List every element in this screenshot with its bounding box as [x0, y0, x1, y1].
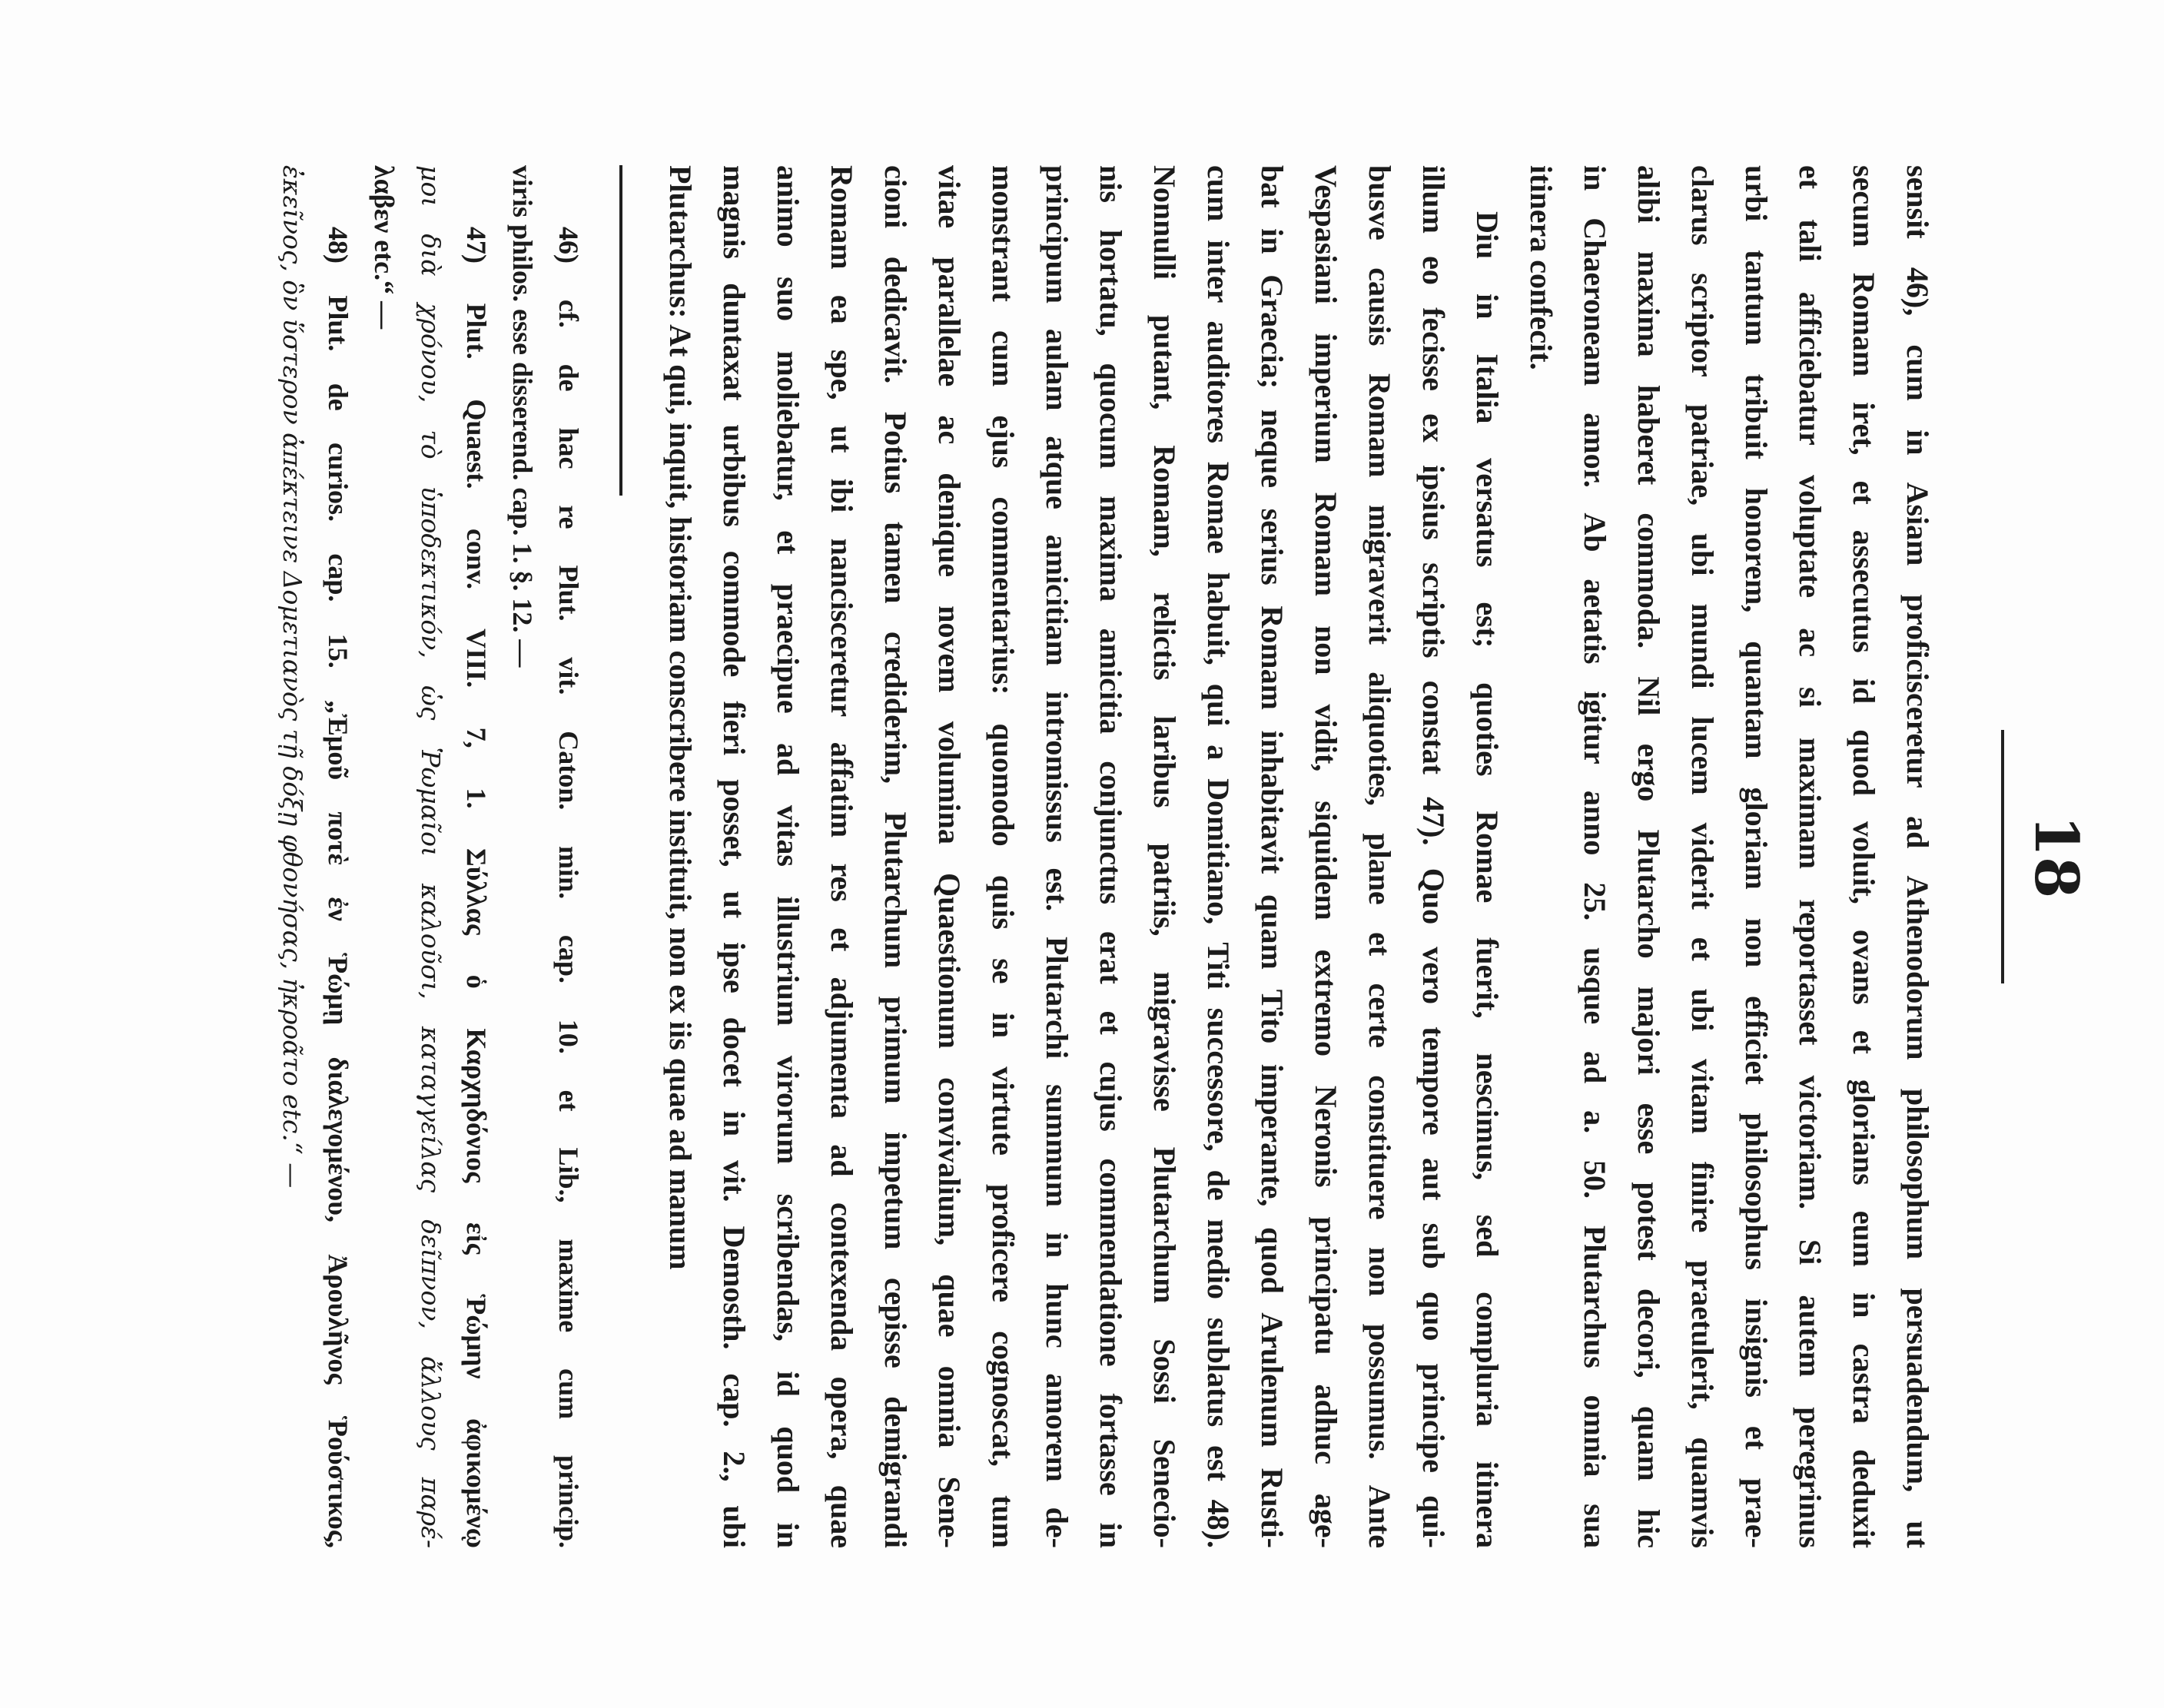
body-line: et tali afficiebatur voluptate ac si maximam reportasset victoriam. Si autem peregrinus	[1793, 165, 1827, 1548]
footnote-line: μοι διὰ χρόνου, τὸ ὑποδεκτικόν, ὡς Ῥωμαῖοι καλοῦσι, καταγγείλας δεῖπνον, ἄλλους παρέ-	[416, 165, 446, 1548]
body-line: in Chaeroneam amor. Ab aetatis igitur anno 25. usque ad a. 50. Plutarchus omnia sua	[1578, 165, 1612, 1548]
body-line: illum eo fecisse ex ipsius scriptis constat 47). Quo vero tempore aut sub quo principe qui-	[1416, 165, 1451, 1548]
body-line: principum aulam atque amicitiam intromissus est. Plutarchi summum in hunc amorem de-	[1040, 165, 1074, 1548]
body-line: Diu in Italia versatus est; quoties Romae fuerit, nescimus, sed compluria itinera	[1470, 211, 1505, 1548]
body-line: itinera confecit.	[1524, 165, 1558, 370]
footnote-line: 47) Plut. Quaest. conv. VIII. 7, 1. Σύλλας ὁ Καρχηδόνιος εἰς Ῥώμην ἀφικομένῳ	[461, 227, 492, 1548]
body-line: monstrant cum ejus commentarius: quomodo quis se in virtute proficere cognoscat, tum	[986, 165, 1021, 1548]
body-line: sensit 46), cum in Asiam proficisceretur ad Athenodorum philosophum persuadendum, ut	[1900, 165, 1935, 1548]
page-number: 18	[2021, 814, 2091, 899]
body-line: secum Romam iret, et assecutus id quod voluit, ovans et glorians eum in castra deduxit	[1847, 165, 1881, 1548]
footnote-line: λαβεν etc.“ —	[369, 165, 400, 330]
body-line: bat in Graecia; neque serius Romam inhabitavit quam Tito imperante, quod Arulenum Rusti-	[1255, 165, 1289, 1548]
footnote-line: 46) cf. de hac re Plut. vit. Caton. min. cap. 10. et Lib., maxime cum princip.	[553, 227, 584, 1548]
footnote-line: 48) Plut. de curios. cap. 15. „Ἐμοῦ ποτὲ ἐν Ῥώμῃ διαλεγομένου, Ἀρουλῆνος Ῥούστικος,	[323, 227, 353, 1548]
body-line: Vespasiani imperium Romam non vidit, siquidem extremo Neronis principatu adhuc age-	[1309, 165, 1343, 1548]
body-line: alibi maxima haberet commoda. Nil ergo Plutarcho majori esse potest decori, quam hic	[1631, 165, 1666, 1548]
body-line: magnis duntaxat urbibus commode fieri posset, ut ipse docet in vit. Demosth. cap. 2., ubi	[717, 165, 752, 1548]
footnotes	[269, 165, 592, 1548]
body-line: vitae parallelae ac denique novem volumina Quaestionum convivalium, quae omnia Sene-	[932, 165, 967, 1548]
body-line: Plutarchus: At qui, inquit, historiam conscribere instituit, non ex iis quae ad manum	[663, 165, 698, 1270]
footnote-line: viris philos. esse disserend. cap. 1. §. 12. —	[507, 165, 538, 668]
body-line: urbi tantum tribuit honorem, quantam gloriam non efficiet philosophus insignis et prae-	[1739, 165, 1774, 1548]
footnote-line: ἐκεῖνος, ὃν ὕστερον ἀπέκτεινε Δομετιανὸς τῇ δόξῃ φθονήσας, ἠκροᾶτο etc.“ —	[277, 165, 307, 1189]
body-line: nis hortatu, quocum maxima amicitia conjunctus erat et cujus commendatione fortasse in	[1094, 165, 1128, 1548]
main-text	[653, 165, 1944, 1548]
body-line: cioni dedicavit. Potius tamen crediderim, Plutarchum primum impetum cepisse demigrandi	[878, 165, 913, 1548]
body-line: Nonnulli putant, Romam, relictis laribus patriis, migravisse Plutarchum Sossi Senecio-	[1147, 165, 1182, 1548]
body-line: cum inter auditores Romae habuit, qui a Domitiano, Titi successore, de medio sublatus est 48).	[1201, 165, 1236, 1548]
body-line: animo suo moliebatur, et praecipue ad vitas illustrium virorum scribendas, id quod in	[771, 165, 805, 1548]
rotated-page-content	[246, 165, 2090, 1548]
page-number-rule	[2001, 730, 2004, 983]
footnote-separator	[619, 165, 622, 496]
body-line: Romam ea spe, ut ibi nancisceretur affatim res et adjumenta ad contexenda opera, quae	[825, 165, 859, 1548]
body-line: clarus scriptor patriae, ubi mundi lucem viderit et ubi vitam finire praetulerit, quamvis	[1685, 165, 1720, 1548]
body-line: busve causis Romam migraverit aliquoties, plane et certe constituere non possumus. Ante	[1362, 165, 1397, 1548]
